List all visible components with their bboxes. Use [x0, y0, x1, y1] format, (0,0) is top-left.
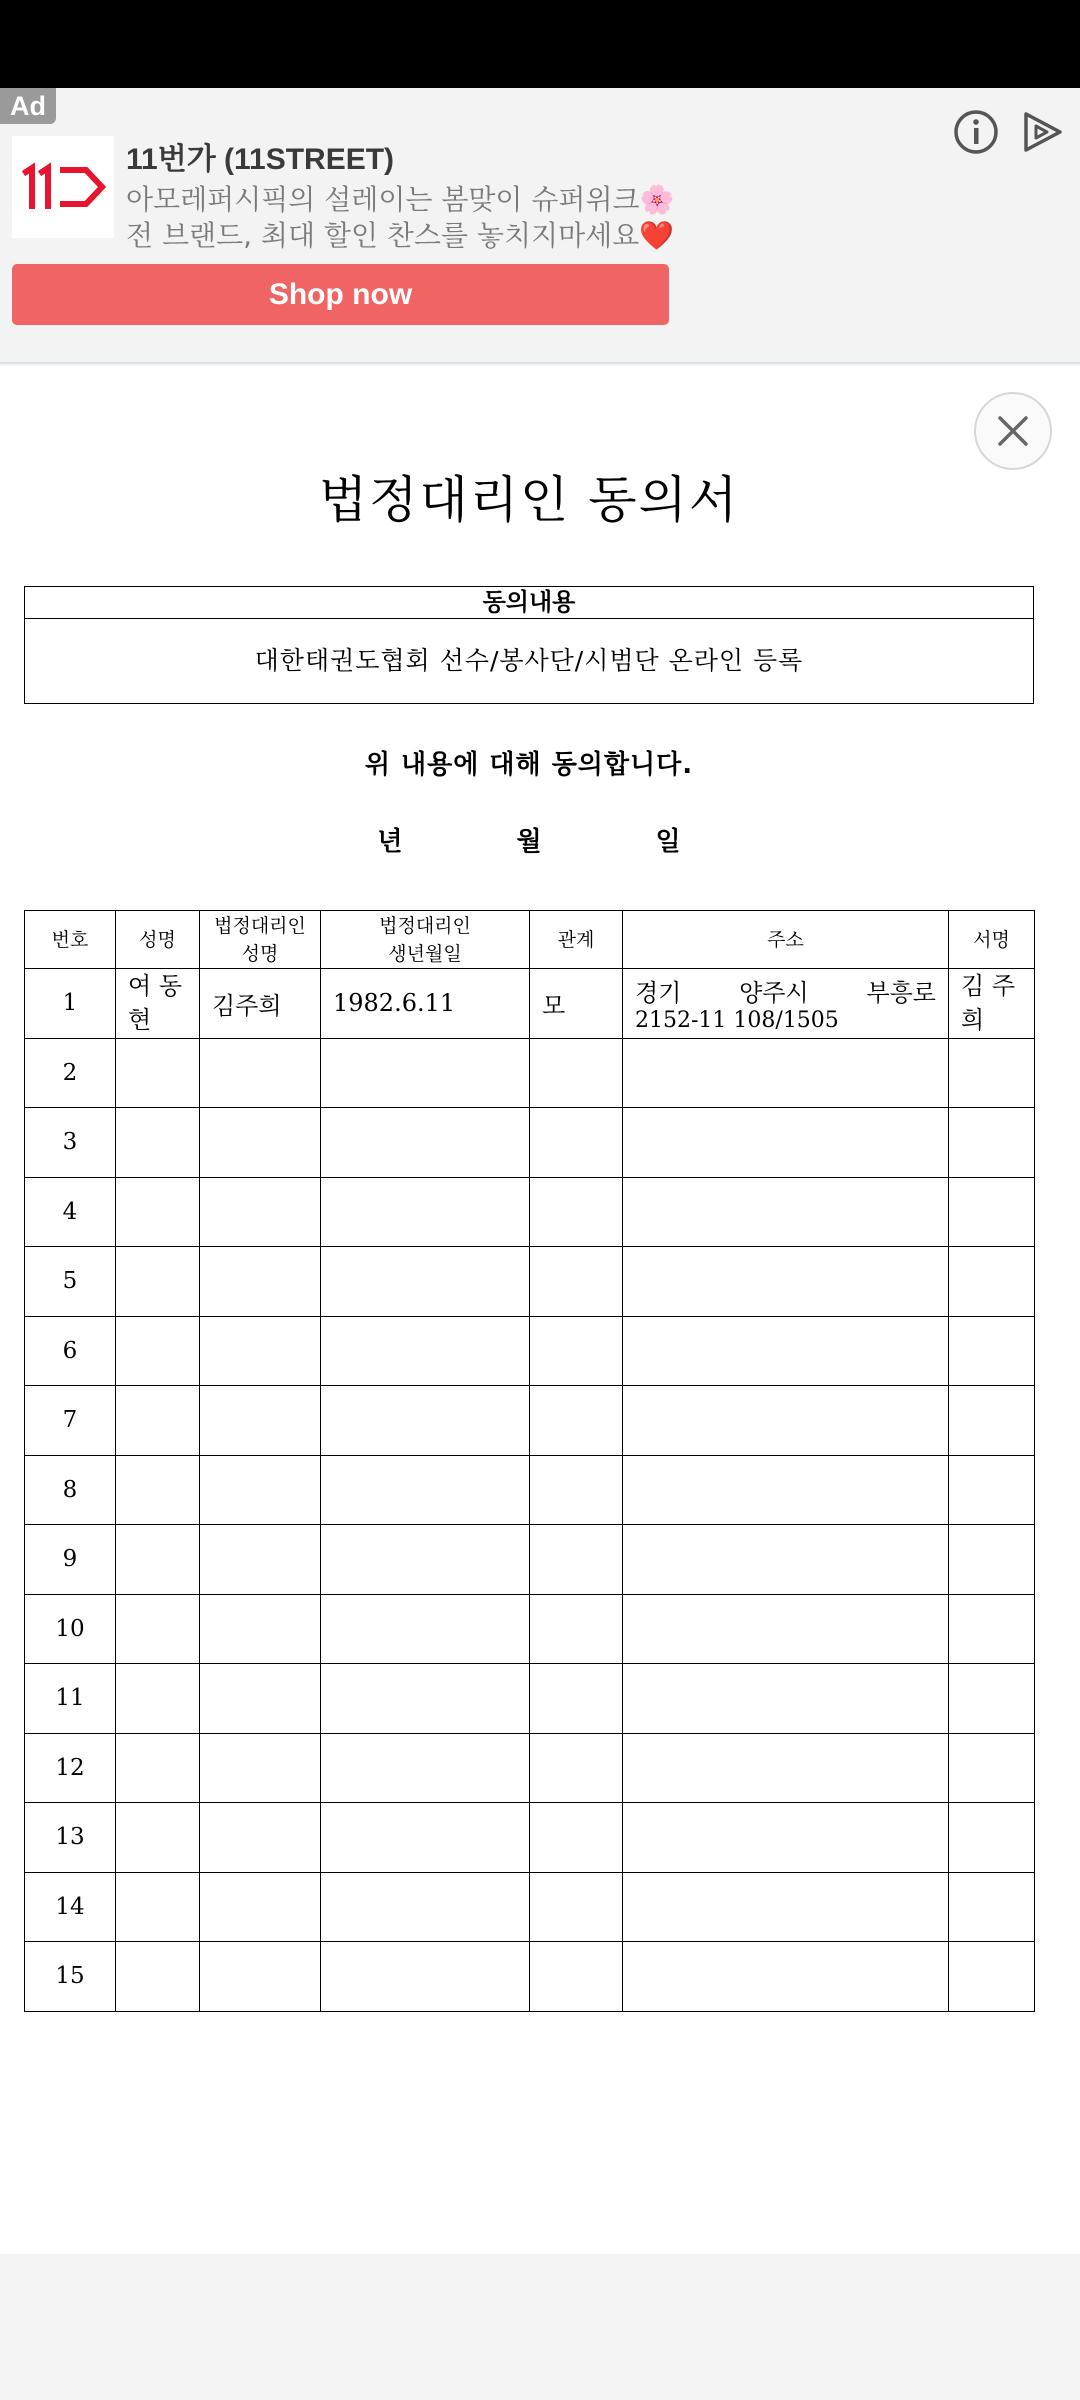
table-row: [25, 1942, 1035, 2012]
row-guardian-birthdate: [321, 1733, 530, 1803]
row-name: [116, 1038, 200, 1108]
row-guardian-name: [200, 1455, 321, 1525]
row-relation: [530, 1664, 623, 1734]
row-guardian-birthdate: [321, 1803, 530, 1873]
table-row: [25, 1177, 1035, 1247]
row-relation: [530, 1525, 623, 1595]
row-guardian-name: [200, 1038, 321, 1108]
row-guardian-birthdate: [321, 1177, 530, 1247]
row-address: [623, 1177, 949, 1247]
cherry-blossom-icon: 🌸: [639, 183, 675, 216]
row-relation: [530, 1177, 623, 1247]
row-guardian-name: [200, 1664, 321, 1734]
document-title: 법정대리인 동의서: [318, 471, 740, 529]
row-guardian-name: [200, 1386, 321, 1456]
row-guardian-birthdate: [321, 1316, 530, 1386]
table-row: [25, 1525, 1035, 1595]
row-relation: [530, 1247, 623, 1317]
date-row: [0, 821, 1058, 858]
row-number: 11: [25, 1664, 116, 1734]
table-row: [25, 1247, 1035, 1317]
adchoices-icon[interactable]: [1020, 108, 1068, 156]
table-row: [25, 1108, 1035, 1178]
header-signature: 서명: [949, 911, 1035, 969]
row-signature: [949, 1177, 1035, 1247]
row-signature: [949, 1386, 1035, 1456]
row-number: 5: [25, 1247, 116, 1317]
row-name: [116, 1455, 200, 1525]
row-address: [623, 1038, 949, 1108]
row-signature: [949, 1316, 1035, 1386]
row-guardian-name: [200, 1316, 321, 1386]
row-guardian-name: [200, 1177, 321, 1247]
row-number: 10: [25, 1594, 116, 1664]
row-name: [116, 1803, 200, 1873]
row-relation: 모: [530, 969, 623, 1039]
consent-header: 동의내용: [25, 587, 1033, 619]
row-signature: [949, 1872, 1035, 1942]
ad-title[interactable]: 11번가 (11STREET): [126, 143, 395, 176]
status-bar: [0, 0, 1080, 88]
row-signature: [949, 1525, 1035, 1595]
table-row: [25, 1038, 1035, 1108]
row-guardian-name: [200, 1942, 321, 2012]
row-name: [116, 1177, 200, 1247]
shop-now-button[interactable]: Shop now: [12, 264, 669, 325]
row-name: [116, 1942, 200, 2012]
row-guardian-name: [200, 1594, 321, 1664]
ad-banner[interactable]: [0, 88, 1080, 364]
row-guardian-birthdate: [321, 1525, 530, 1595]
row-address: [623, 1594, 949, 1664]
row-address: [623, 1386, 949, 1456]
table-row: [25, 1316, 1035, 1386]
row-address: [623, 1108, 949, 1178]
row-signature: 김 주 희: [949, 969, 1035, 1039]
table-row: [25, 969, 1035, 1039]
close-icon: [996, 414, 1030, 448]
row-address: [623, 1455, 949, 1525]
table-row: [25, 1664, 1035, 1734]
row-name: [116, 1664, 200, 1734]
row-guardian-name: [200, 1108, 321, 1178]
row-number: 6: [25, 1316, 116, 1386]
row-guardian-birthdate: 1982.6.11: [321, 969, 530, 1039]
guardian-table: [24, 910, 1035, 2012]
11street-logo[interactable]: [12, 136, 114, 238]
table-row: [25, 1594, 1035, 1664]
row-guardian-name: [200, 1803, 321, 1873]
row-relation: [530, 1733, 623, 1803]
row-name: [116, 1247, 200, 1317]
date-year-label: 년: [377, 827, 403, 857]
date-month-label: 월: [516, 827, 542, 857]
ad-description-line-2[interactable]: 전 브랜드, 최대 할인 찬스를 놓치지마세요❤️: [126, 219, 675, 252]
row-address: [623, 1872, 949, 1942]
row-guardian-birthdate: [321, 1247, 530, 1317]
row-number: 15: [25, 1942, 116, 2012]
row-guardian-birthdate: [321, 1038, 530, 1108]
header-name: 성명: [116, 911, 200, 969]
row-signature: [949, 1247, 1035, 1317]
row-name: [116, 1108, 200, 1178]
row-guardian-name: [200, 1525, 321, 1595]
row-guardian-name: [200, 1872, 321, 1942]
consent-box: [24, 586, 1034, 704]
row-relation: [530, 1803, 623, 1873]
row-name: [116, 1872, 200, 1942]
row-name: [116, 1316, 200, 1386]
header-guardian-name: 법정대리인 성명: [200, 911, 321, 969]
address-part: 부흥로: [866, 979, 936, 1008]
address-line-2: 2152-11 108/1505: [635, 1008, 839, 1034]
row-number: 2: [25, 1038, 116, 1108]
row-name: [116, 1594, 200, 1664]
row-address: [623, 1247, 949, 1317]
row-number: 4: [25, 1177, 116, 1247]
date-day-label: 일: [655, 827, 681, 857]
table-row: [25, 1386, 1035, 1456]
document-viewer[interactable]: [0, 366, 1080, 2254]
row-relation: [530, 1316, 623, 1386]
row-name: [116, 1525, 200, 1595]
row-guardian-birthdate: [321, 1942, 530, 2012]
row-address: [623, 1316, 949, 1386]
header-relation: 관계: [530, 911, 623, 969]
row-relation: [530, 1872, 623, 1942]
row-address: [623, 1942, 949, 2012]
row-address: [623, 1664, 949, 1734]
table-row: [25, 1803, 1035, 1873]
row-address: [623, 1733, 949, 1803]
table-row: [25, 1872, 1035, 1942]
row-relation: [530, 1942, 623, 2012]
row-guardian-name: [200, 1733, 321, 1803]
ad-badge: Ad: [0, 88, 56, 124]
row-guardian-name: [200, 1247, 321, 1317]
row-relation: [530, 1594, 623, 1664]
row-signature: [949, 1664, 1035, 1734]
row-guardian-birthdate: [321, 1872, 530, 1942]
row-guardian-birthdate: [321, 1664, 530, 1734]
row-number: 3: [25, 1108, 116, 1178]
row-signature: [949, 1733, 1035, 1803]
row-signature: [949, 1455, 1035, 1525]
row-address: [623, 1525, 949, 1595]
address-part: 양주시: [739, 979, 809, 1008]
row-name: 여 동현: [116, 969, 200, 1039]
row-number: 9: [25, 1525, 116, 1595]
row-guardian-name: 김주희: [200, 969, 321, 1039]
table-header-row: [25, 911, 1035, 969]
red-heart-icon: ❤️: [639, 219, 675, 252]
row-number: 13: [25, 1803, 116, 1873]
row-address: [623, 969, 949, 1039]
header-guardian-birthdate: 법정대리인 생년월일: [321, 911, 530, 969]
row-address: [623, 1803, 949, 1873]
header-number: 번호: [25, 911, 116, 969]
row-number: 7: [25, 1386, 116, 1456]
table-row: [25, 1733, 1035, 1803]
address-part: 경기: [635, 979, 682, 1008]
row-signature: [949, 1108, 1035, 1178]
row-signature: [949, 1803, 1035, 1873]
row-guardian-birthdate: [321, 1108, 530, 1178]
row-number: 12: [25, 1733, 116, 1803]
row-number: 14: [25, 1872, 116, 1942]
info-icon[interactable]: [952, 108, 1000, 156]
row-relation: [530, 1038, 623, 1108]
close-button[interactable]: [974, 392, 1052, 470]
row-guardian-birthdate: [321, 1386, 530, 1456]
row-relation: [530, 1455, 623, 1525]
header-address: 주소: [623, 911, 949, 969]
row-signature: [949, 1038, 1035, 1108]
ad-description-line-1[interactable]: 아모레퍼시픽의 설레이는 봄맞이 슈퍼위크🌸: [126, 183, 675, 216]
row-signature: [949, 1942, 1035, 2012]
row-name: [116, 1386, 200, 1456]
row-number: 8: [25, 1455, 116, 1525]
row-name: [116, 1733, 200, 1803]
row-guardian-birthdate: [321, 1455, 530, 1525]
row-relation: [530, 1108, 623, 1178]
row-relation: [530, 1386, 623, 1456]
row-signature: [949, 1594, 1035, 1664]
row-number: 1: [25, 969, 116, 1039]
row-guardian-birthdate: [321, 1594, 530, 1664]
table-row: [25, 1455, 1035, 1525]
agreement-statement: 위 내용에 대해 동의합니다.: [364, 750, 694, 780]
consent-body: 대한태권도협회 선수/봉사단/시범단 온라인 등록: [254, 646, 804, 675]
